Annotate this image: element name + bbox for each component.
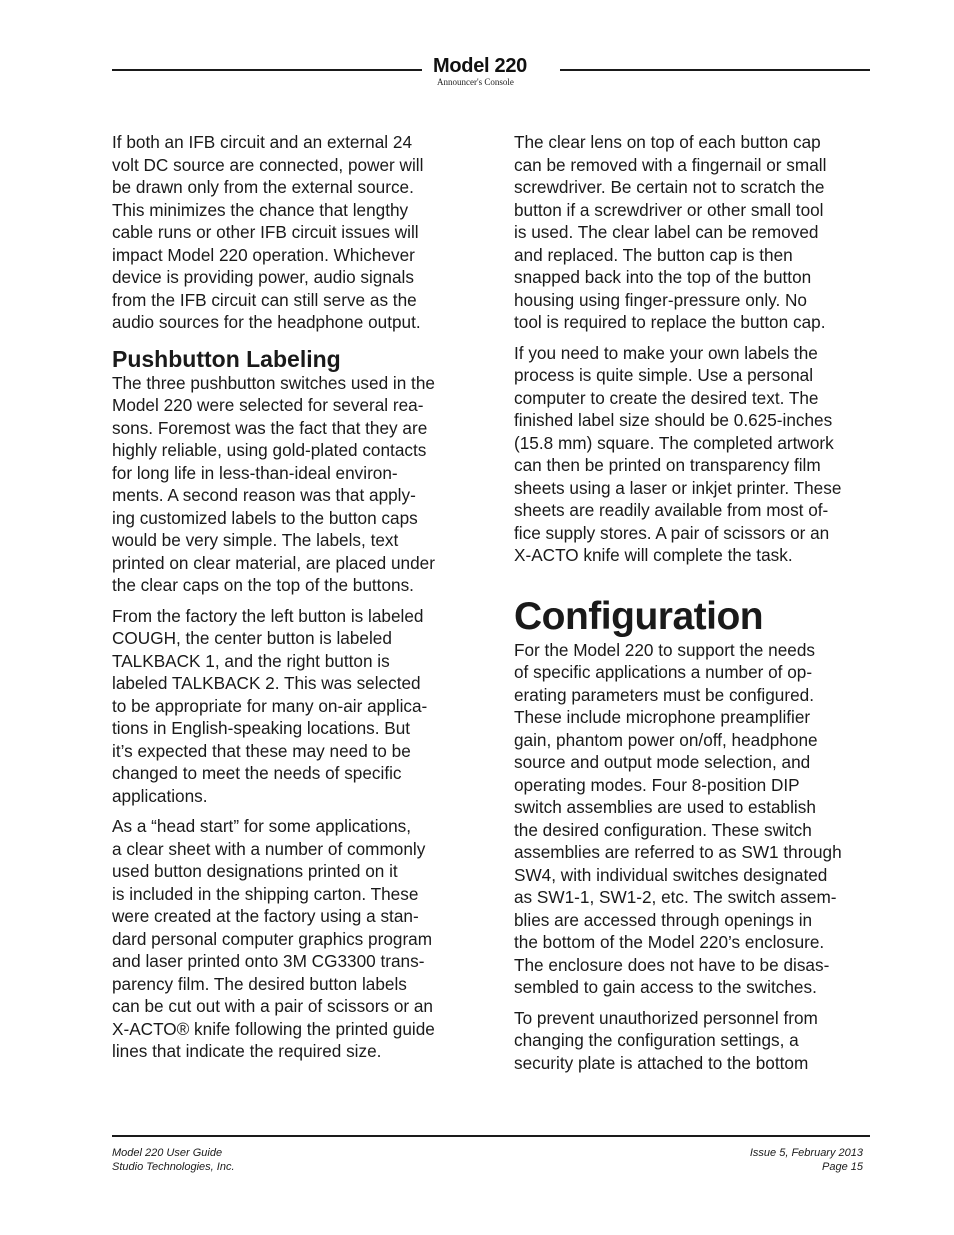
footer-page-number: Page 15 (822, 1161, 863, 1173)
paragraph-ifb-power: If both an IFB circuit and an external 24 volt DC source are connected, power will be drawn only from the external source. This minimizes the chance that lengthy cable runs or other IFB circuit issues will impact Model 220 operation. Whichever device is providing power, audio signals from the IFB circuit can still serve as the audio sources for the headphone output. (112, 132, 424, 332)
header-brand (433, 55, 551, 87)
footer-company: Studio Technologies, Inc. (112, 1161, 235, 1173)
footer-guide-title: Model 220 User Guide (112, 1147, 223, 1159)
header-title: Model 220 (433, 55, 527, 77)
footer-issue: Issue 5, February 2013 (749, 1147, 863, 1159)
footer-right (750, 1146, 863, 1174)
right-column (514, 131, 872, 1082)
footer-rule (112, 1135, 870, 1137)
paragraph-head-start: As a “head start” for some applications, a clear sheet with a number of commonly used button designations printed on it is included in the shipping carton. These were created at the factory using a stan- dard personal computer graphics program and laser printed onto 3M CG3300 trans- parency film. The desired button labels can be cut out with a pair of scissors or an X-ACTO® knife following the printed guide lines that indicate the required size. (112, 816, 435, 1061)
header-rule-right (560, 69, 870, 71)
heading-pushbutton-labeling: Pushbutton Labeling (112, 345, 341, 372)
paragraph-pushbutton-switches: The three pushbutton switches used in the Model 220 were selected for several rea- sons. Foremost was the fact that they are highly reliable, using gold-plated contacts for long life in less-than-ideal environ- ments. A second reason was that apply- ing customized labels to the button caps would be very simple. The labels, text printed on clear material, are placed under the clear caps on the top of the buttons. (112, 372, 435, 595)
heading-configuration: Configuration (514, 594, 764, 638)
header-subtitle: Announcer's Console (437, 77, 514, 87)
paragraph-security-plate: To prevent unauthorized personnel from changing the configuration settings, a security plate is attached to the bottom (514, 1007, 818, 1073)
paragraph-own-labels: If you need to make your own labels the process is quite simple. Use a personal computer to create the desired text. The finished label size should be 0.625-inches (15.8 mm) square. The completed artwork can then be printed on transparency film sheets using a laser or inkjet printer. These sheets are readily available from most of- fice supply stores. A pair of scissors or an X-ACTO knife will complete the task. (514, 342, 842, 565)
left-column (112, 131, 470, 1071)
paragraph-factory-labels: From the factory the left button is labeled COUGH, the center button is labeled TALKBACK 1, and the right button is labeled TALKBACK 2. This was selected to be appropriate for many on-air applica- tions in English-speaking locations. But it’s expected that these may need to be changed to meet the needs of specific applications. (112, 605, 428, 806)
footer-left (112, 1146, 235, 1174)
paragraph-configuration: For the Model 220 to support the needs of specific applications a number of op- erating parameters must be configured. These include microphone preamplifier gain, phantom power on/off, headphone source and output mode selection, and operating modes. Four 8-position DIP switch assemblies are used to establish the desired configuration. These switch assemblies are referred to as SW1 through SW4, with individual switches designated as SW1-1, SW1-2, etc. The switch assem- blies are accessed through openings in the bottom of the Model 220’s enclosure. The enclosure does not have to be disas- sembled to gain access to the switches. (514, 639, 842, 997)
header-rule-left (112, 69, 422, 71)
paragraph-clear-lens: The clear lens on top of each button cap can be removed with a fingernail or small screwdriver. Be certain not to scratch the button if a screwdriver or other small tool is used. The clear label can be removed and replaced. The button cap is then snapped back into the top of the button housing using finger-pressure only. No tool is required to replace the button cap. (514, 132, 827, 332)
